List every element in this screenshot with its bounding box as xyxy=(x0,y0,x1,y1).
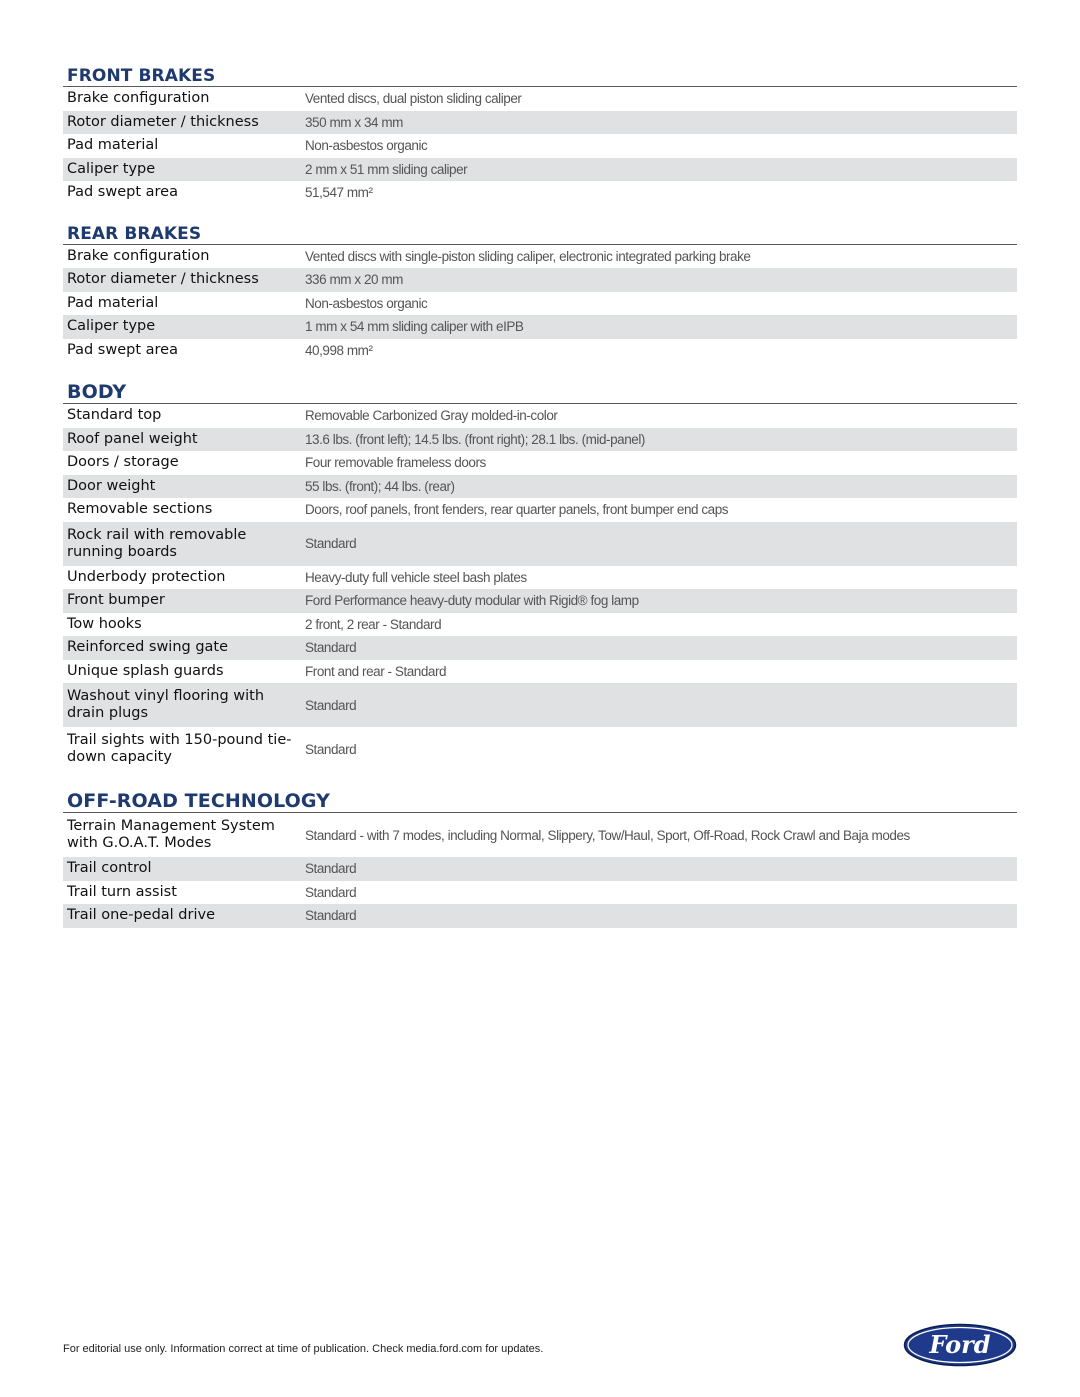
section-title: OFF-ROAD TECHNOLOGY xyxy=(63,788,1017,813)
spec-value: 1 mm x 54 mm sliding caliper with eIPB xyxy=(305,319,524,335)
spec-value: Four removable frameless doors xyxy=(305,455,486,471)
spec-value: Standard xyxy=(305,640,357,656)
spec-label: Rock rail with removable running boards xyxy=(67,526,247,560)
spec-label: Terrain Management System with G.O.A.T. Modes xyxy=(67,818,275,851)
spec-row xyxy=(63,904,1017,928)
spec-row xyxy=(63,339,1017,363)
section-title: REAR BRAKES xyxy=(63,222,1017,245)
spec-row xyxy=(63,158,1017,182)
spec-row xyxy=(63,813,1017,857)
off-road-technology-section xyxy=(63,788,1017,928)
spec-label: Front bumper xyxy=(67,592,165,609)
spec-row xyxy=(63,881,1017,905)
spec-row xyxy=(63,268,1017,292)
spec-content xyxy=(63,64,1017,945)
spec-row xyxy=(63,245,1017,269)
spec-value: Front and rear - Standard xyxy=(305,663,447,679)
spec-row xyxy=(63,475,1017,499)
section-title: BODY xyxy=(63,379,1017,404)
spec-value: Standard xyxy=(305,741,357,757)
spec-label: Brake configuration xyxy=(67,90,210,107)
spec-label: Tow hooks xyxy=(67,615,142,632)
spec-value: Ford Performance heavy-duty modular with Rigid® fog lamp xyxy=(305,593,639,609)
spec-label: Trail turn assist xyxy=(67,883,177,900)
spec-row xyxy=(63,428,1017,452)
spec-row xyxy=(63,566,1017,590)
section-title: FRONT BRAKES xyxy=(63,64,1017,87)
spec-value: 350 mm x 34 mm xyxy=(305,114,403,130)
front-brakes-section xyxy=(63,64,1017,205)
spec-value: Standard xyxy=(305,536,357,551)
spec-row xyxy=(63,660,1017,684)
ford-logo-text: Ford xyxy=(929,1330,991,1359)
spec-label: Trail one-pedal drive xyxy=(67,907,216,924)
spec-row xyxy=(63,857,1017,881)
spec-label: Trail sights with 150-pound tie-down capacity xyxy=(67,732,292,765)
spec-value: Removable Carbonized Gray molded-in-color xyxy=(305,408,558,424)
spec-row xyxy=(63,522,1017,566)
spec-row xyxy=(63,613,1017,637)
spec-value: 51,547 mm² xyxy=(305,185,373,201)
spec-row xyxy=(63,451,1017,475)
spec-label: Reinforced swing gate xyxy=(67,639,229,656)
spec-row xyxy=(63,404,1017,428)
spec-label: Door weight xyxy=(67,477,156,494)
body-section xyxy=(63,379,1017,771)
spec-value: 55 lbs. (front); 44 lbs. (rear) xyxy=(305,478,455,494)
spec-row xyxy=(63,181,1017,205)
spec-row xyxy=(63,111,1017,135)
spec-row xyxy=(63,134,1017,158)
spec-value: Standard - with 7 modes, including Normal, Slippery, Tow/Haul, Sport, Off-Road, Rock Crawl and Baja modes xyxy=(305,827,910,843)
spec-label: Rotor diameter / thickness xyxy=(67,271,259,288)
spec-value: 2 front, 2 rear - Standard xyxy=(305,616,442,632)
spec-row xyxy=(63,87,1017,111)
editorial-footer-note: For editorial use only. Information correct at time of publication. Check media.ford.com for updates. xyxy=(63,1343,544,1355)
spec-row xyxy=(63,636,1017,660)
spec-row xyxy=(63,498,1017,522)
spec-label: Washout vinyl flooring with drain plugs xyxy=(67,688,265,721)
spec-label: Caliper type xyxy=(67,160,156,177)
spec-label: Trail control xyxy=(67,860,152,877)
spec-value: Non-asbestos organic xyxy=(305,138,428,154)
spec-label: Doors / storage xyxy=(67,454,179,471)
spec-row xyxy=(63,315,1017,339)
spec-value: 336 mm x 20 mm xyxy=(305,272,403,288)
spec-value: Standard xyxy=(305,697,357,713)
spec-value: Standard xyxy=(305,861,357,877)
spec-label: Underbody protection xyxy=(67,568,226,585)
spec-label: Roof panel weight xyxy=(67,430,198,447)
spec-value: Vented discs, dual piston sliding caliper xyxy=(305,91,522,107)
spec-label: Unique splash guards xyxy=(67,662,224,679)
spec-row xyxy=(63,683,1017,727)
spec-value: Standard xyxy=(305,908,357,924)
spec-value: Doors, roof panels, front fenders, rear quarter panels, front bumper end caps xyxy=(305,502,729,518)
spec-value: 13.6 lbs. (front left); 14.5 lbs. (front right); 28.1 lbs. (mid-panel) xyxy=(305,431,645,447)
spec-value: Non-asbestos organic xyxy=(305,295,428,311)
spec-row xyxy=(63,589,1017,613)
spec-row xyxy=(63,727,1017,771)
spec-label: Removable sections xyxy=(67,501,213,518)
spec-label: Pad material xyxy=(67,137,159,154)
spec-value: 2 mm x 51 mm sliding caliper xyxy=(305,161,468,177)
ford-oval-logo xyxy=(903,1323,1017,1367)
spec-label: Pad swept area xyxy=(67,184,178,201)
spec-label: Pad material xyxy=(67,294,159,311)
spec-label: Pad swept area xyxy=(67,341,178,358)
spec-label: Brake configuration xyxy=(67,247,210,264)
spec-value: Standard xyxy=(305,884,357,900)
spec-value: Heavy-duty full vehicle steel bash plates xyxy=(305,569,527,585)
spec-label: Caliper type xyxy=(67,318,156,335)
spec-value: 40,998 mm² xyxy=(305,342,373,358)
spec-label: Standard top xyxy=(67,407,162,424)
rear-brakes-section xyxy=(63,222,1017,363)
spec-value: Vented discs with single-piston sliding caliper, electronic integrated parking brake xyxy=(305,248,751,264)
spec-row xyxy=(63,292,1017,316)
spec-label: Rotor diameter / thickness xyxy=(67,113,259,130)
